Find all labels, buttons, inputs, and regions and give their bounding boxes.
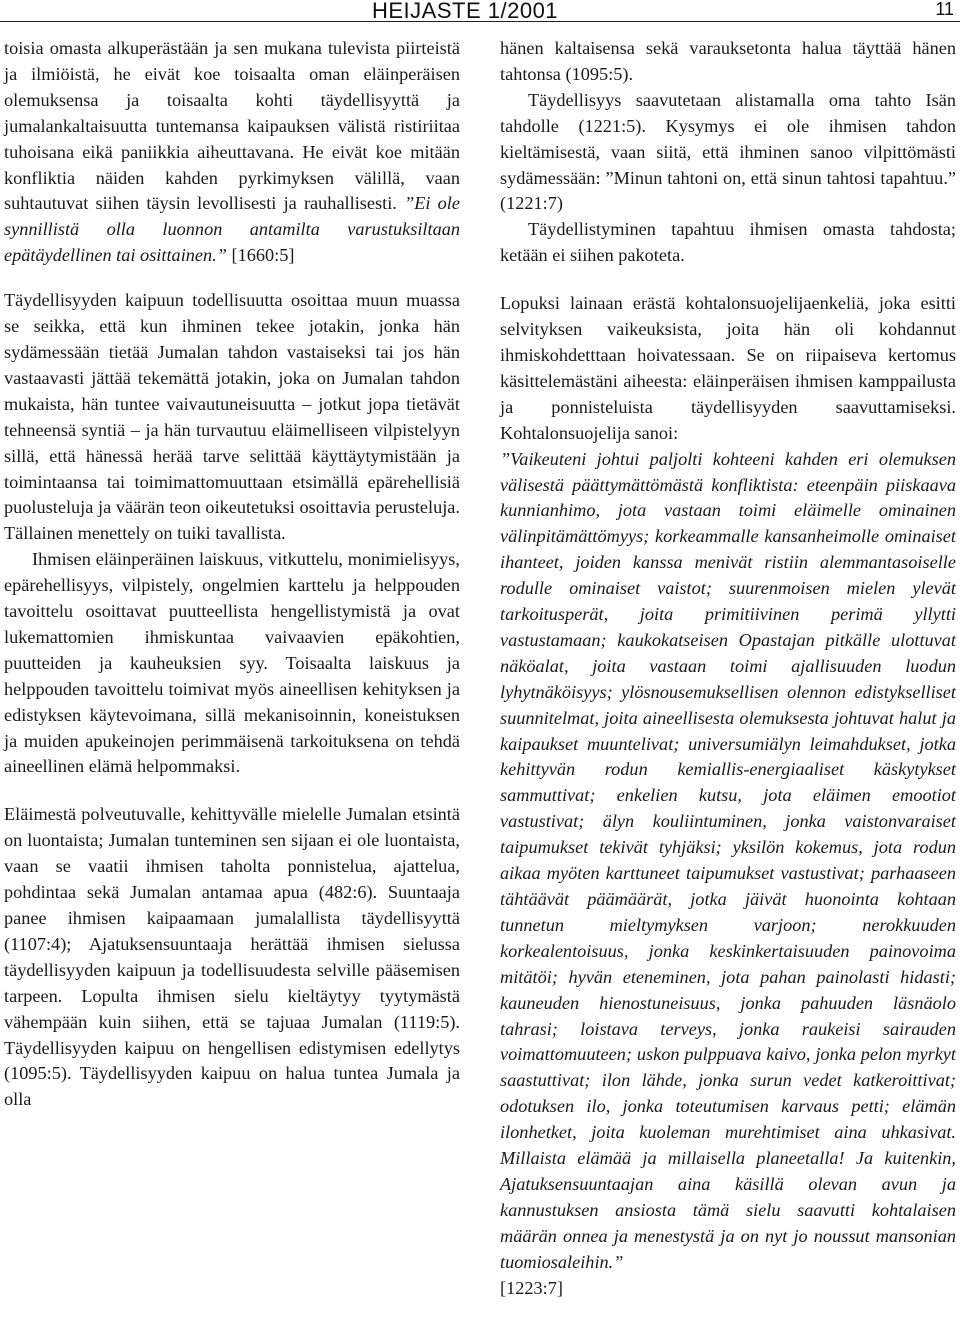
page-number: 11	[935, 0, 954, 19]
paragraph: Täydellisyys saavutetaan alistamalla oma tahto Isän tahdolle (1221:5). Kysymys ei ole ihmisen tahdon kieltämisestä, vaan siitä, että ihminen sanoo vilpittömästi sydämessään: ”Minun tahtoni on, että sinun tahtosi tapahtuu.” (1221:7)	[500, 89, 956, 214]
quote: ”Ei ole synnillistä olla luonnon antamilta varustuksiltaan epätäydellinen tai osittainen.”	[4, 193, 460, 266]
paragraph-text: toisia omasta alkuperästään ja sen mukana tulevista piirteistä ja ilmiöistä, he eivät koe toisaalta oman eläinperäisen olemuksensa ja toisaalta kohti täydellisyyttä ja jumalankaltaisuutta tuntemansa kaipauksen välistä ristiriitaa tuhoisana eikä paniikkia aiheuttavana. He eivät koe mitään konfliktia näiden kahden pyrkimyksen välillä, vaan suhtautuvat siihen täysin levollisesti ja rauhallisesti.	[4, 38, 460, 214]
header-rule	[0, 21, 960, 22]
paragraph: Eläimestä polveutuvalle, kehittyvälle mielelle Jumalan etsintä on luontaista; Jumalan tunteminen sen sijaan ei ole luontaista, vaan se vaatii ihmisen taholta ponnistelua, ajattelua, pohdintaa sekä Jumalan antamaa apua (482:6). Suuntaaja panee ihmisen kaipaamaan jumalallista täydellisyyttä (1107:4); Ajatuksensuuntaaja herättää ihmisen sielussa täydellisyyden kaipuun ja todellisuudesta selville pääsemisen tarpeen. Lopulta ihmisen sielu kieltäytyy tyytymästä vähempään kuin siihen, että se tajuaa Jumalan (1119:5). Täydellisyyden kaipuu on hengellisen edistymisen edellytys (1095:5). Täydellisyyden kaipuu on halua tuntea Jumala ja olla	[4, 804, 460, 1110]
paragraph	[4, 36, 460, 269]
paragraph: Täydellistyminen tapahtuu ihmisen omasta tahdosta; ketään ei siihen pakoteta.	[500, 219, 956, 266]
paragraph: Täydellisyyden kaipuun todellisuutta osoittaa muun muassa se seikka, että kun ihminen tekee jotakin, jonka hän sydämessään tietää Jumalan tahdon vastaiseksi tai jos hän vastaavasti jättää tekemättä jotakin, joka on Jumalan tahdon mukaista, hän tuntee vaivautuneisuutta – jotkut jopa tietävät tehneensä syntiä – ja hän turvautuu eläimelliseen vilpistelyyn sillä, että hänessä herää tarve selittää käyttäytymistään ja toimintaansa tai toimimattomuuttaan etsimällä epärehellisiä puolusteluja ja väärän teon oikeutetuksi osoittavia perusteluja. Tällainen menettely on tuiki tavallista.	[4, 290, 460, 544]
quote-paragraph: ”Vaikeuteni johtui paljolti kohteeni kahden eri olemuksen välisestä päättymättömästä konfliktista: eteenpäin piiskaava kunnianhimo, jota vastaan toimi eläimelle ominainen välinpitämättömyys; korkeammalle kansanheimolle ominaiset ihanteet, joiden kanssa menivät ristiin alemmantasoiselle rodulle ominaiset vaistot; suurenmoisen mielen ylevät tarkoitusperät, joita primitiivinen perimä yllytti vastustamaan; kaukokatseisen Opastajan pitkälle ulottuvat näköalat, joita vastaan toimi ajallisuuden luodun lyhytnäköisyys; ylösnousemuksellisen olennon edistykselliset suunnitelmat, joita aineellisesta olemuksesta johtuvat halut ja kaipaukset muuntelivat; universumiälyn leimahdukset, jotka kehittyvän rodun kemiallis-energiaaliset käskytykset sammuttivat; enkelien kutsu, jota eläimen emootiot vastustivat; älyn kouliintuminen, jonka vaistonvaraiset taipumukset tekivät tyhjäksi; yksilön kokemus, jota rodun aikaa myöten karttuneet taipumukset vastustivat; parhaaseen tähtäävät päämäärät, jotka jäivät huonointa kohtaan tunnetun mieltymyksen varjoon; nerokkuuden korkealentoisuus, jonka keskinkertaisuuden painovoima mitätöi; hyvän eteneminen, jota pahan painolasti hidasti; kauneuden hienostuneisuus, jonka pahuuden läsnäolo tahrasi; loistava terveys, jonka raukeisi sairauden voimattomuuteen; uskon pulppuava kaivo, jonka pelon myrkyt saastuttivat; ilon lähde, jonka surun vedet katkeroittivat; odotuksen ilo, jonka toteutumisen karvaus petti; elämän ilonhetket, joita kuoleman murehtimiset aina uhkasivat. Millaista elämää ja millaisella planeetalla! Ja kuitenkin, Ajatuksensuuntaajan aina käsillä olevan avun ja kannustuksen ansiosta tämä sielu saavutti kohtalaisen määrän onnea ja menestystä ja on nyt jo noussut mansonian tuomiosaleihin.”	[500, 448, 956, 1272]
reference: [1660:5]	[226, 245, 295, 266]
journal-title: HEIJASTE 1/2001	[372, 0, 559, 23]
right-column	[500, 36, 956, 1302]
paragraph: Lopuksi lainaan erästä kohtalonsuojelijaenkeliä, joka esitti selvityksen vaikeuksista, joita hän oli kohdannut ihmiskohdetttaan hoivatessaan. Se on riipaiseva kertomus käsittelemästäni aiheesta: eläinperäisen ihmisen kamppailusta ja ponnisteluista täydellisyyden saavuttamiseksi. Kohtalonsuojelija sanoi:	[500, 293, 956, 443]
page-header	[0, 0, 960, 24]
paragraph: Ihmisen eläinperäinen laiskuus, vitkuttelu, monimielisyys, epärehellisyys, vilpistely, ongelmien karttelu ja helppouden tavoittelu osoittavat puutteellista hengellistymistä ja ovat lukemattomien ihmiskuntaa vaivaavien epäkohtien, puutteiden ja kauheuksien syy. Toisaalta laiskuus ja helppouden tavoittelu toimivat myös aineellisen kehityksen ja edistyksen käytevoimana, sillä mekanisoinnin, koneistuksen ja muiden apukeinojen perimmäisenä tarkoituksena on tehdä aineellinen elämä helpommaksi.	[4, 549, 460, 777]
paragraph: hänen kaltaisensa sekä varauksetonta halua täyttää hänen tahtonsa (1095:5).	[500, 38, 956, 84]
reference: [1223:7]	[500, 1277, 563, 1298]
left-column	[4, 36, 460, 1113]
